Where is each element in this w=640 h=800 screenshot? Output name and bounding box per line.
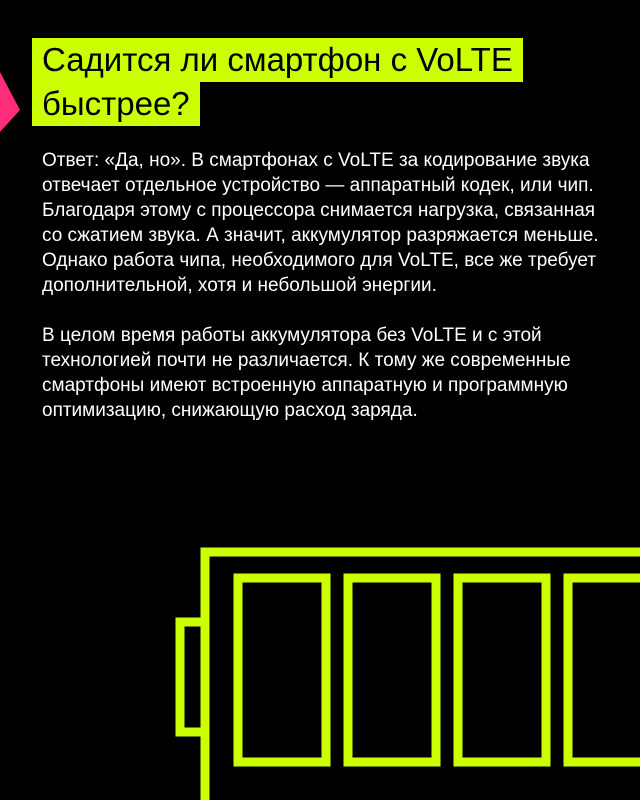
paragraph-2: В целом время работы аккумулятора без VoLTE и с этой технологией почти не различается. К тому же современные смартфоны имеют встроенную аппаратную и программную оптимизацию, снижающую расход заряда.: [42, 325, 571, 421]
paragraph-1: Ответ: «Да, но». В смартфонах с VoLTE за кодирование звука отвечает отдельное устройство — аппаратный кодек, или чип. Благодаря этому с процессора снимается нагрузка, связанная со сжатием звука. А значит, аккумулятор разряжается меньше. Однако работа чипа, необходимого для VoLTE, все же требует дополнительной, хотя и небольшой энергии.: [42, 150, 599, 296]
battery-terminal: [180, 622, 205, 732]
battery-cell-4: [568, 578, 640, 762]
pink-accent-shape: [0, 72, 20, 132]
battery-cell-1: [238, 578, 326, 762]
page-title: [32, 38, 523, 126]
battery-icon: [0, 540, 640, 800]
battery-cell-2: [348, 578, 436, 762]
article-body: [42, 148, 602, 448]
title-line-1: Садится ли смартфон с VoLTE: [32, 38, 523, 82]
title-line-2: быстрее?: [32, 82, 200, 126]
battery-cell-3: [458, 578, 546, 762]
